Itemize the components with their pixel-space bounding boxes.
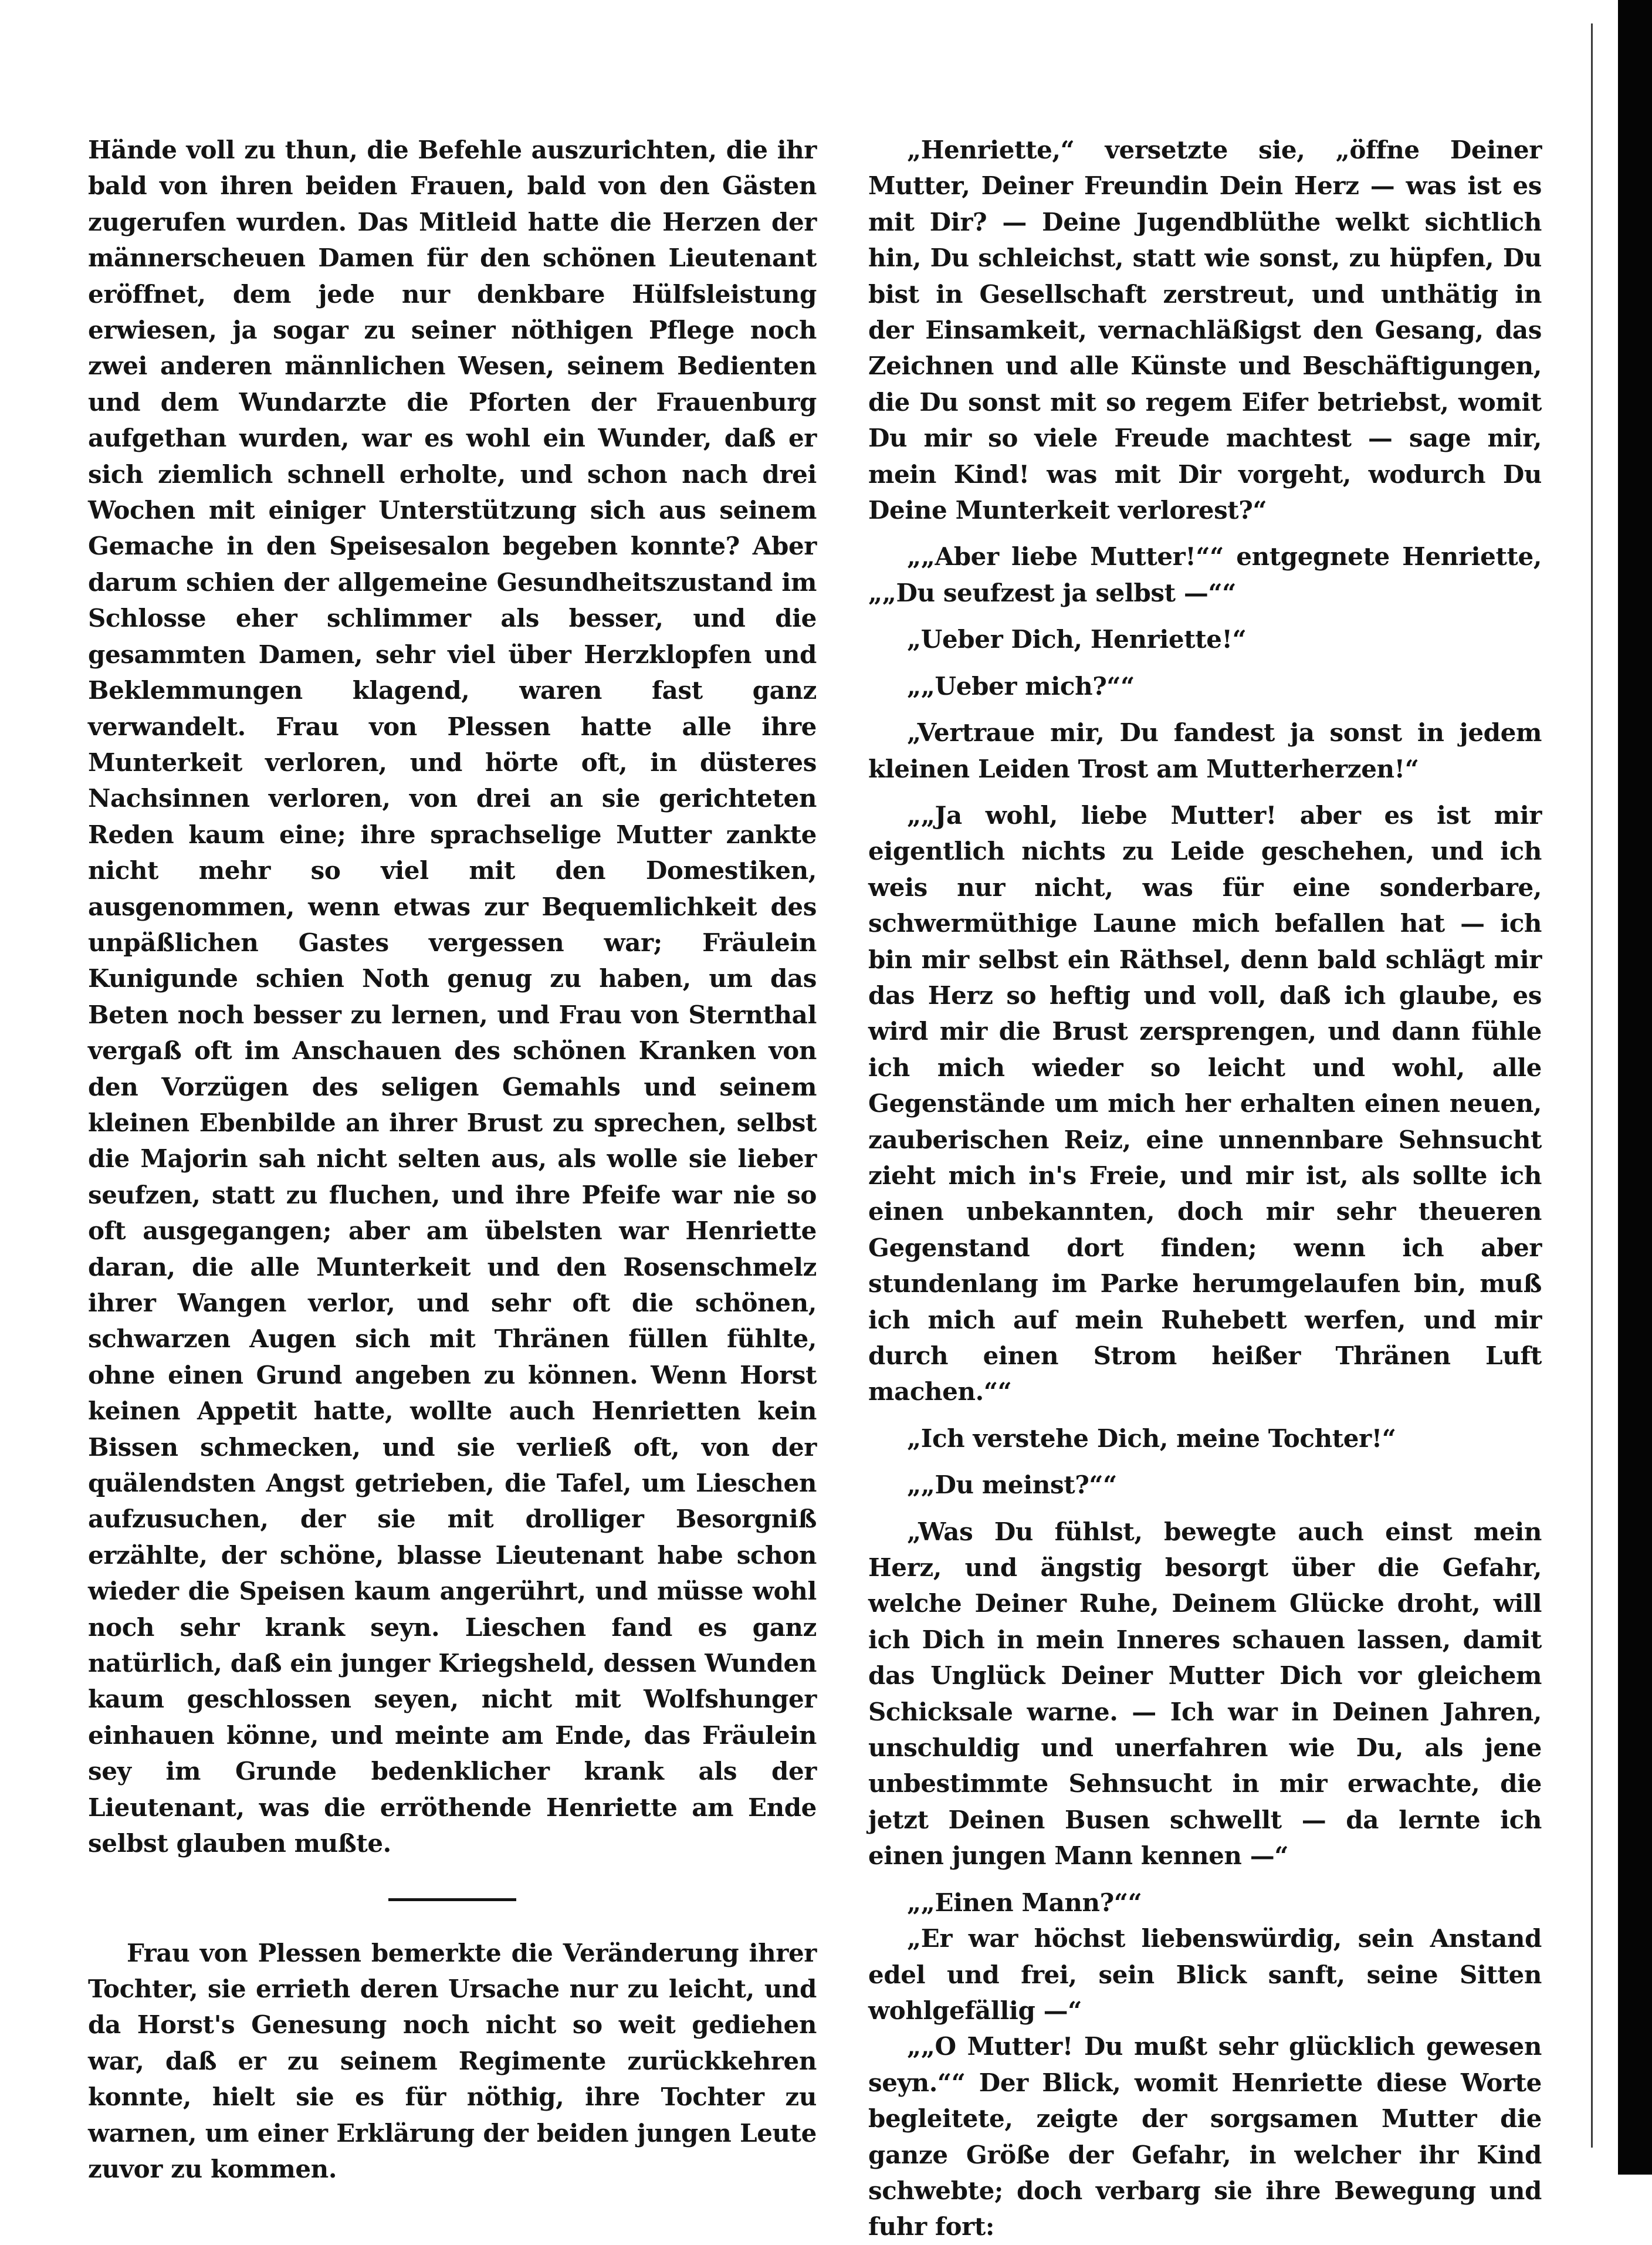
dialogue-paragraph: „Ueber Dich, Henriette!“ [907,625,1247,654]
dialogue-paragraph: „Vertraue mir, Du fandest ja sonst in jedem kleinen Leiden Trost am Mutterherzen!“ [868,718,1542,783]
body-paragraph: Frau von Plessen bemerkte die Veränderung ihrer Tochter, sie errieth deren Ursache nur zu leicht, und da Horst's Genesung noch nicht so weit gediehen war, daß er zu seinem Regimente zurückkehren konnte, hielt sie es für nöthig, ihre Tochter zu warnen, um einer Erklärung der beiden jungen Leute zuvor zu kommen. [88,1938,817,2183]
dialogue-paragraph: „„Du meinst?““ [907,1470,1117,1500]
dialogue-paragraph: „„Einen Mann?““ [907,1888,1142,1917]
scan-edge-shadow [1618,0,1652,2175]
left-column [88,132,817,2187]
body-paragraph: Hände voll zu thun, die Befehle auszurichten, die ihr bald von ihren beiden Frauen, bald von den Gästen zugerufen wurden. Das Mitleid hatte die Herzen der männerscheuen Damen für den schönen Lieutenant eröffnet, dem jede nur denkbare Hülfsleistung erwiesen, ja sogar zu seiner nöthigen Pflege noch zwei anderen männlichen Wesen, seinem Bedienten und dem Wundarzte die Pforten der Frauenburg aufgethan wurden, war es wohl ein Wunder, daß er sich ziemlich schnell erholte, und schon nach drei Wochen mit einiger Unterstützung sich aus seinem Gemache in den Speisesalon begeben konnte? Aber darum schien der allgemeine Gesundheitszustand im Schlosse eher schlimmer als besser, und die gesammten Damen, sehr viel über Herzklopfen und Beklemmungen klagend, waren fast ganz verwandelt. Frau von Plessen hatte alle ihre Munterkeit verloren, und hörte oft, in düsteres Nachsinnen verloren, von drei an sie gerichteten Reden kaum eine; ihre sprachselige Mutter zankte nicht mehr so viel mit den Domestiken, ausgenommen, wenn etwas zur Bequemlichkeit des unpäßlichen Gastes vergessen war; Fräulein Kunigunde schien Noth genug zu haben, um das Beten noch besser zu lernen, und Frau von Sternthal vergaß oft im Anschauen des schönen Kranken von den Vorzügen des seligen Gemahls und seinem kleinen Ebenbilde an ihrer Brust zu sprechen, selbst die Majorin sah nicht selten aus, als wolle sie lieber seufzen, statt zu fluchen, und ihre Pfeife war nie so oft ausgegangen; aber am übelsten war Henriette daran, die alle Munterkeit und den Rosenschmelz ihrer Wangen verlor, und sehr oft die schönen, schwarzen Augen sich mit Thränen füllen fühlte, ohne einen Grund angeben zu können. Wenn Horst keinen Appetit hatte, wollte auch Henrietten kein Bissen schmecken, und sie verließ oft, von der quälendsten Angst getrieben, die Tafel, um Lieschen aufzusuchen, der sie mit drolliger Besorgniß erzählte, der schöne, blasse Lieutenant habe schon wieder die Speisen kaum angerührt, und müsse wohl noch sehr krank seyn. Lieschen fand es ganz natürlich, daß ein junger Kriegsheld, dessen Wunden kaum geschlossen seyen, nicht mit Wolfshunger einhauen könne, und meinte am Ende, das Fräulein sey im Grunde bedenklicher krank als der Lieutenant, was die erröthende Henriette am Ende selbst glauben mußte. [88,136,817,1858]
page-edge-line [1591,23,1593,2148]
dialogue-paragraph: „Henriette,“ versetzte sie, „öffne Deiner Mutter, Deiner Freundin Dein Herz — was ist es mit Dir? — Deine Jugendblüthe welkt sichtlich hin, Du schleichst, statt wie sonst, zu hüpfen, Du bist in Gesellschaft zerstreut, und unthätig in der Einsamkeit, vernachläßigst den Gesang, das Zeichnen und alle Künste und Beschäftigungen, die Du sonst mit so regem Eifer betriebst, womit Du mir so viele Freude machtest — sage mir, mein Kind! was mit Dir vorgeht, wodurch Du Deine Munterkeit verlorest?“ [868,136,1542,525]
dialogue-paragraph: „„Ja wohl, liebe Mutter! aber es ist mir eigentlich nichts zu Leide geschehen, und ich weis nur nicht, was für eine sonderbare, schwermüthige Laune mich befallen hat — ich bin mir selbst ein Räthsel, denn bald schlägt mir das Herz so heftig und voll, daß ich glaube, es wird mir die Brust zersprengen, und dann fühle ich mich wieder so leicht und wohl, alle Gegenstände um mich her erhalten einen neuen, zauberischen Reiz, eine unnennbare Sehnsucht zieht mich in's Freie, und mir ist, als sollte ich einen unbekannten, doch mir sehr theueren Gegenstand dort finden; wenn ich aber stundenlang im Parke herumgelaufen bin, muß ich mich auf mein Ruhebett werfen, und mir durch einen Strom heißer Thränen Luft machen.““ [868,800,1542,1406]
right-column [868,132,1542,2245]
dialogue-paragraph: „Er war höchst liebenswürdig, sein Anstand edel und frei, sein Blick sanft, seine Sitten wohlgefällig —“ [868,1924,1542,2025]
dialogue-paragraph: „„Aber liebe Mutter!““ entgegnete Henriette, „„Du seufzest ja selbst —““ [868,542,1542,607]
dialogue-paragraph: „Ich verstehe Dich, meine Tochter!“ [907,1424,1396,1453]
dialogue-paragraph: „Was Du fühlst, bewegte auch einst mein Herz, und ängstig besorgt über die Gefahr, welche Deiner Ruhe, Deinem Glücke droht, will ich Dich in mein Inneres schauen lassen, damit das Unglück Deiner Mutter Dich vor gleichem Schicksale warne. — Ich war in Deinen Jahren, unschuldig und unerfahren wie Du, als jene unbestimmte Sehnsucht in mir erwachte, die jetzt Deinen Busen schwellt — da lernte ich einen jungen Mann kennen —“ [868,1517,1542,1871]
dialogue-paragraph: „„Ueber mich?““ [907,671,1135,701]
section-divider [388,1898,516,1901]
dialogue-paragraph: „„O Mutter! Du mußt sehr glücklich gewesen seyn.““ Der Blick, womit Henriette diese Worte begleitete, zeigte der sorgsamen Mutter die ganze Größe der Gefahr, in welcher ihr Kind schwebte; doch verbarg sie ihre Bewegung und fuhr fort: [868,2032,1542,2241]
